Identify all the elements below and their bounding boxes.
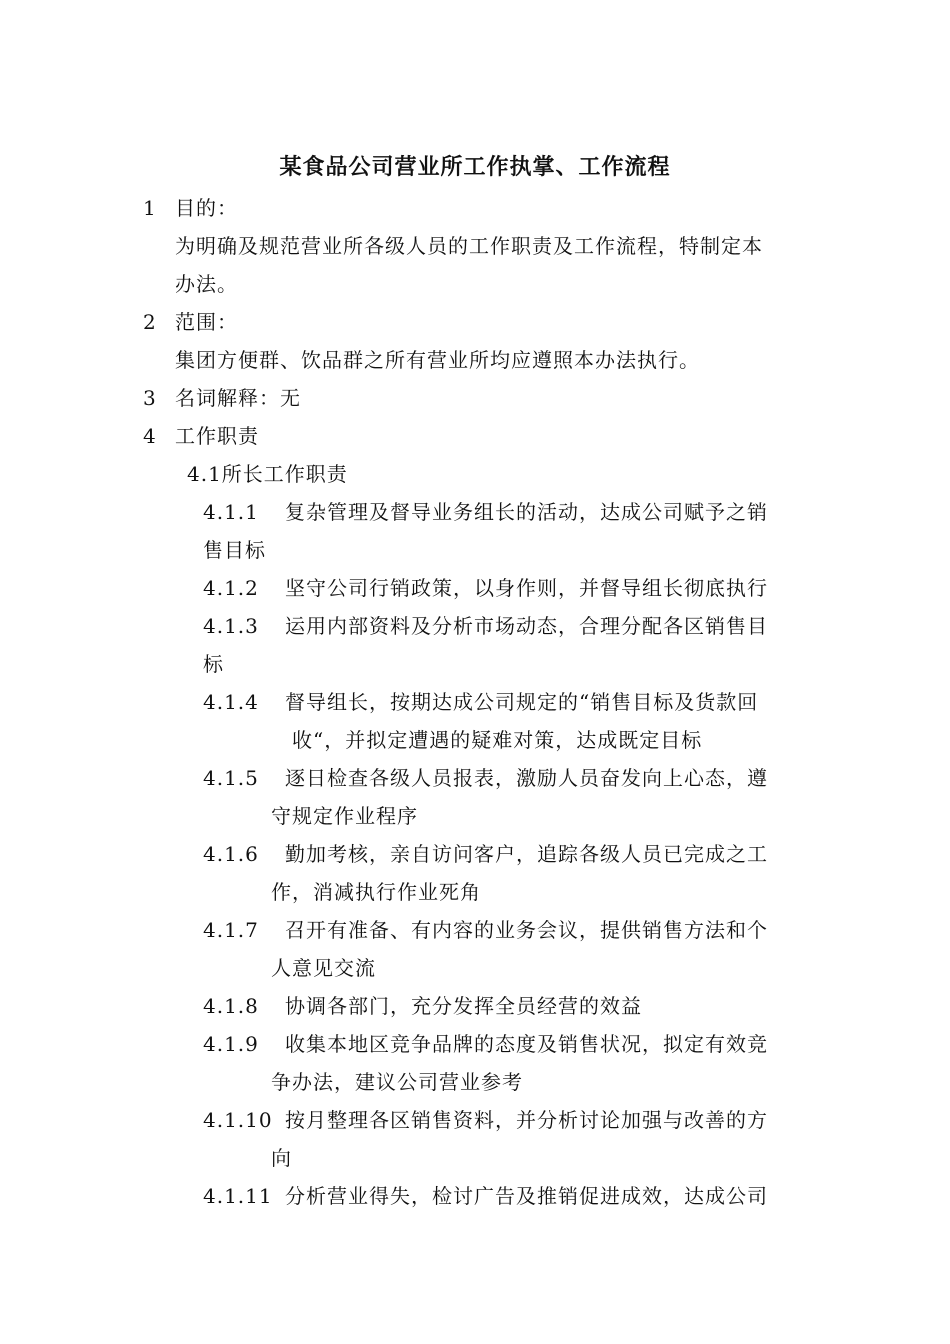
section-number: 2 — [143, 310, 157, 334]
list-item-cont: 收“，并拟定遭遇的疑难对策，达成既定目标 — [292, 728, 703, 752]
document-title: 某食品公司营业所工作执掌、工作流程 — [279, 154, 671, 180]
item-number: 4.1.3 — [203, 614, 259, 638]
list-item — [203, 500, 768, 524]
list-item-cont: 守规定作业程序 — [271, 804, 418, 828]
list-item — [203, 766, 768, 790]
item-number: 4.1.9 — [203, 1032, 259, 1056]
item-text: 逐日检查各级人员报表，激励人员奋发向上心态，遵 — [285, 766, 768, 790]
item-number: 4.1.6 — [203, 842, 259, 866]
subsection-4-1-heading: 4.1所长工作职责 — [187, 462, 348, 486]
section-3-heading-row — [143, 386, 301, 410]
list-item — [203, 918, 768, 942]
section-heading: 范围： — [175, 310, 238, 334]
item-text: 复杂管理及督导业务组长的活动，达成公司赋予之销 — [285, 500, 768, 524]
list-item — [203, 576, 768, 600]
item-text: 运用内部资料及分析市场动态，合理分配各区销售目 — [285, 614, 768, 638]
item-text: 分析营业得失，检讨广告及推销促进成效，达成公司 — [285, 1184, 768, 1208]
item-number: 4.1.7 — [203, 918, 259, 942]
item-text: 协调各部门，充分发挥全员经营的效益 — [285, 994, 642, 1018]
item-number: 4.1.1 — [203, 500, 259, 524]
section-heading: 工作职责 — [175, 424, 259, 448]
list-item — [203, 842, 768, 866]
section-2-body: 集团方便群、饮品群之所有营业所均应遵照本办法执行。 — [175, 348, 700, 372]
section-2-heading-row — [143, 310, 238, 334]
section-1-body: 为明确及规范营业所各级人员的工作职责及工作流程，特制定本 — [175, 234, 763, 258]
list-item-cont: 作，消减执行作业死角 — [271, 880, 481, 904]
list-item — [203, 1184, 768, 1208]
item-text: 召开有准备、有内容的业务会议，提供销售方法和个 — [285, 918, 768, 942]
list-item — [203, 614, 768, 638]
list-item-cont: 人意见交流 — [271, 956, 376, 980]
section-1-body-cont: 办法。 — [175, 272, 238, 296]
list-item-cont: 售目标 — [203, 538, 266, 562]
item-text: 督导组长，按期达成公司规定的“销售目标及货款回 — [285, 690, 759, 714]
list-item-cont: 争办法，建议公司营业参考 — [271, 1070, 523, 1094]
list-item — [203, 1108, 768, 1132]
section-number: 4 — [143, 424, 157, 448]
section-heading: 名词解释：无 — [175, 386, 301, 410]
item-text: 坚守公司行销政策，以身作则，并督导组长彻底执行 — [285, 576, 768, 600]
list-item-cont: 标 — [203, 652, 224, 676]
section-number: 1 — [143, 196, 157, 220]
item-number: 4.1.11 — [203, 1184, 273, 1208]
section-heading: 目的： — [175, 196, 238, 220]
item-number: 4.1.4 — [203, 690, 259, 714]
list-item — [203, 994, 642, 1018]
item-text: 勤加考核，亲自访问客户，追踪各级人员已完成之工 — [285, 842, 768, 866]
section-4-heading-row — [143, 424, 259, 448]
item-number: 4.1.10 — [203, 1108, 273, 1132]
item-number: 4.1.2 — [203, 576, 259, 600]
item-text: 收集本地区竞争品牌的态度及销售状况，拟定有效竞 — [285, 1032, 768, 1056]
item-text: 按月整理各区销售资料，并分析讨论加强与改善的方 — [285, 1108, 768, 1132]
item-number: 4.1.5 — [203, 766, 259, 790]
list-item — [203, 1032, 768, 1056]
section-number: 3 — [143, 386, 157, 410]
list-item — [203, 690, 758, 714]
item-number: 4.1.8 — [203, 994, 259, 1018]
list-item-cont: 向 — [271, 1146, 292, 1170]
section-1-heading-row — [143, 196, 238, 220]
